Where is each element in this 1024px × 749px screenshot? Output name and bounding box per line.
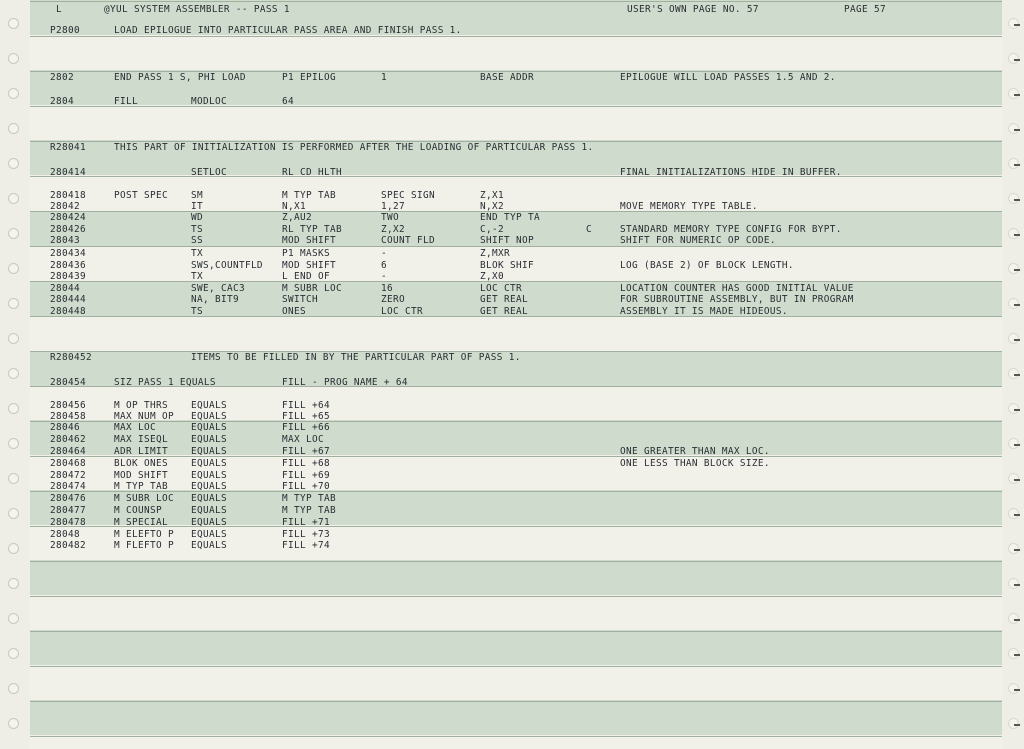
listing-field-c4: FILL +70 xyxy=(282,481,330,492)
left-tractor-holes xyxy=(0,0,30,749)
listing-field-c1: 280424 xyxy=(50,212,86,223)
listing-field-c8: STANDARD MEMORY TYPE CONFIG FOR BYPT. xyxy=(620,224,842,235)
listing-line xyxy=(30,434,1002,445)
feed-hole xyxy=(8,473,19,484)
listing-field-c3: EQUALS xyxy=(191,505,227,516)
band-rule xyxy=(30,36,1002,37)
shaded-band xyxy=(30,630,1002,665)
listing-field-c5: SPEC SIGN xyxy=(381,190,435,201)
listing-field-c5: Z,X2 xyxy=(381,224,405,235)
listing-field-c2: MAX NUM OP xyxy=(114,411,174,422)
listing-line xyxy=(30,96,1002,107)
listing-line xyxy=(30,235,1002,246)
listing-line xyxy=(30,517,1002,528)
listing-line xyxy=(30,411,1002,422)
listing-field-c1: 280426 xyxy=(50,224,86,235)
listing-field-c3: TS xyxy=(191,306,203,317)
listing-line xyxy=(30,248,1002,259)
margin-mark xyxy=(1014,129,1020,131)
listing-field-c6: Z,MXR xyxy=(480,248,510,259)
listing-field-c3: EQUALS xyxy=(191,493,227,504)
margin-mark xyxy=(1014,59,1020,61)
listing-field-c1: 280414 xyxy=(50,167,86,178)
listing-field-c4: FILL +67 xyxy=(282,446,330,457)
listing-field-c4: M TYP TAB xyxy=(282,505,336,516)
listing-field-c2: SIZ PASS 1 EQUALS xyxy=(114,377,216,388)
listing-field-c3: SM xyxy=(191,190,203,201)
margin-mark xyxy=(1014,549,1020,551)
listing-field-c1: 280482 xyxy=(50,540,86,551)
feed-hole xyxy=(8,578,19,589)
listing-field-c1: 280418 xyxy=(50,190,86,201)
listing-line xyxy=(30,540,1002,551)
listing-field-c8: FOR SUBROUTINE ASSEMBLY, BUT IN PROGRAM xyxy=(620,294,854,305)
listing-field-c4: P1 EPILOG xyxy=(282,72,336,83)
listing-line xyxy=(30,306,1002,317)
listing-field-c8: FINAL INITIALIZATIONS HIDE IN BUFFER. xyxy=(620,167,842,178)
listing-field-c5: - xyxy=(381,271,387,282)
listing-field-c3: SS xyxy=(191,235,203,246)
listing-field-c4: ONES xyxy=(282,306,306,317)
listing-field-c3: MODLOC xyxy=(191,96,227,107)
margin-mark xyxy=(1014,269,1020,271)
listing-field-c1: 280477 xyxy=(50,505,86,516)
listing-field-c1: 28043 xyxy=(50,235,80,246)
listing-field-c6: Z,X0 xyxy=(480,271,504,282)
listing-field-c4: 64 xyxy=(282,96,294,107)
feed-hole xyxy=(8,508,19,519)
right-tractor-holes xyxy=(1002,0,1024,749)
listing-field-c4: FILL +66 xyxy=(282,422,330,433)
listing-field-c1: 280464 xyxy=(50,446,86,457)
listing-field-c6: C,-2 xyxy=(480,224,504,235)
listing-field-c3: TS xyxy=(191,224,203,235)
margin-mark xyxy=(1014,409,1020,411)
listing-field-c1: 280456 xyxy=(50,400,86,411)
listing-field-c6: GET REAL xyxy=(480,294,528,305)
listing-field-c1: 2802 xyxy=(50,72,74,83)
listing-line xyxy=(30,212,1002,223)
listing-field-c3: WD xyxy=(191,212,203,223)
margin-mark xyxy=(1014,479,1020,481)
margin-mark xyxy=(1014,619,1020,621)
listing-field-c3: EQUALS xyxy=(191,529,227,540)
listing-field-c3: EQUALS xyxy=(191,434,227,445)
margin-mark xyxy=(1014,374,1020,376)
listing-field-c2: THIS PART OF INITIALIZATION IS PERFORMED AFTER THE LOADING OF PARTICULAR PASS 1. xyxy=(114,142,594,153)
listing-field-c1: 280458 xyxy=(50,411,86,422)
band-rule xyxy=(30,666,1002,667)
feed-hole xyxy=(8,438,19,449)
listing-field-c4: M TYP TAB xyxy=(282,190,336,201)
listing-field-c3: SWE, CAC3 xyxy=(191,283,245,294)
band-rule xyxy=(30,736,1002,737)
listing-line xyxy=(30,470,1002,481)
listing-field-c1: 280436 xyxy=(50,260,86,271)
listing-field-c3: TX xyxy=(191,248,203,259)
listing-line xyxy=(30,190,1002,201)
listing-line xyxy=(30,260,1002,271)
listing-field-c3: EQUALS xyxy=(191,411,227,422)
listing-field-c5: LOC CTR xyxy=(381,306,423,317)
shaded-band xyxy=(30,700,1002,735)
listing-field-c3: EQUALS xyxy=(191,540,227,551)
listing-line xyxy=(30,458,1002,469)
listing-line xyxy=(30,422,1002,433)
listing-field-c1: P2800 xyxy=(50,25,80,36)
listing-field-c8: ONE GREATER THAN MAX LOC. xyxy=(620,446,770,457)
feed-hole xyxy=(8,158,19,169)
listing-field-c2: BLOK ONES xyxy=(114,458,168,469)
listing-field-c4: P1 MASKS xyxy=(282,248,330,259)
band-rule xyxy=(30,1,1002,2)
listing-field-c4: FILL +71 xyxy=(282,517,330,528)
listing-field-c2: M ELEFTO P xyxy=(114,529,174,540)
listing-field-c4: RL TYP TAB xyxy=(282,224,342,235)
listing-line xyxy=(30,167,1002,178)
feed-hole xyxy=(8,648,19,659)
listing-field-c3: SWS,COUNTFLD xyxy=(191,260,263,271)
listing-field-c1: R28041 xyxy=(50,142,86,153)
listing-line xyxy=(30,400,1002,411)
band-rule xyxy=(30,561,1002,562)
listing-field-c1: 280444 xyxy=(50,294,86,305)
listing-field-c2: MOD SHIFT xyxy=(114,470,168,481)
listing-field-c4: FILL +65 xyxy=(282,411,330,422)
listing-field-c1: 28044 xyxy=(50,283,80,294)
listing-field-c4: FILL +68 xyxy=(282,458,330,469)
margin-mark xyxy=(1014,514,1020,516)
listing-field-c5: - xyxy=(381,248,387,259)
listing-field-c3: TX xyxy=(191,271,203,282)
listing-line xyxy=(30,446,1002,457)
listing-field-c8: LOCATION COUNTER HAS GOOD INITIAL VALUE xyxy=(620,283,854,294)
listing-field-c3: EQUALS xyxy=(191,517,227,528)
listing-field-c5: 1,27 xyxy=(381,201,405,212)
listing-field-c4: MAX LOC xyxy=(282,434,324,445)
listing-field-c1: R280452 xyxy=(50,352,92,363)
listing-field-c3: ITEMS TO BE FILLED IN BY THE PARTICULAR PART OF PASS 1. xyxy=(191,352,521,363)
listing-field-c2: FILL xyxy=(114,96,138,107)
listing-field-c3: IT xyxy=(191,201,203,212)
feed-hole xyxy=(8,123,19,134)
feed-hole xyxy=(8,718,19,729)
listing-field-c1: 280462 xyxy=(50,434,86,445)
listing-field-c8: ONE LESS THAN BLOCK SIZE. xyxy=(620,458,770,469)
listing-field-c1: 280474 xyxy=(50,481,86,492)
listing-line xyxy=(30,493,1002,504)
assembler-title: @YUL SYSTEM ASSEMBLER -- PASS 1 xyxy=(104,4,290,15)
listing-field-c2: END PASS 1 S, PHI LOAD xyxy=(114,72,246,83)
listing-field-c1: 280478 xyxy=(50,517,86,528)
listing-line xyxy=(30,377,1002,388)
listing-field-c6: END TYP TA xyxy=(480,212,540,223)
feed-hole xyxy=(8,683,19,694)
listing-field-c1: 280468 xyxy=(50,458,86,469)
listing-field-c5: TWO xyxy=(381,212,399,223)
margin-mark xyxy=(1014,654,1020,656)
user-page-number: USER'S OWN PAGE NO. 57 xyxy=(627,4,759,15)
band-rule xyxy=(30,246,1002,247)
margin-mark xyxy=(1014,724,1020,726)
listing-field-c1: 280476 xyxy=(50,493,86,504)
page-tag: L xyxy=(56,4,62,15)
listing-field-c3: EQUALS xyxy=(191,470,227,481)
feed-hole xyxy=(8,543,19,554)
feed-hole xyxy=(8,228,19,239)
margin-mark xyxy=(1014,164,1020,166)
listing-field-c3: SETLOC xyxy=(191,167,227,178)
listing-field-c2: M SUBR LOC xyxy=(114,493,174,504)
listing-field-c1: 280472 xyxy=(50,470,86,481)
feed-hole xyxy=(8,368,19,379)
listing-field-c2: M OP THRS xyxy=(114,400,168,411)
listing-field-c3: EQUALS xyxy=(191,481,227,492)
band-rule xyxy=(30,596,1002,597)
band-rule xyxy=(30,631,1002,632)
listing-line xyxy=(30,201,1002,212)
listing-field-c6: BLOK SHIF xyxy=(480,260,534,271)
listing-field-c2: LOAD EPILOGUE INTO PARTICULAR PASS AREA AND FINISH PASS 1. xyxy=(114,25,462,36)
listing-field-c1: 28048 xyxy=(50,529,80,540)
feed-hole xyxy=(8,263,19,274)
listing-field-c1: 280454 xyxy=(50,377,86,388)
listing-field-c6: LOC CTR xyxy=(480,283,522,294)
margin-mark xyxy=(1014,584,1020,586)
listing-field-c1: 2804 xyxy=(50,96,74,107)
listing-field-c8: MOVE MEMORY TYPE TABLE. xyxy=(620,201,758,212)
listing-line xyxy=(30,142,1002,153)
listing-field-c5: COUNT FLD xyxy=(381,235,435,246)
listing-field-c5: 6 xyxy=(381,260,387,271)
page-header xyxy=(30,4,1002,15)
feed-hole xyxy=(8,53,19,64)
listing-field-c4: FILL +64 xyxy=(282,400,330,411)
listing-field-c4: Z,AU2 xyxy=(282,212,312,223)
listing-field-c8: SHIFT FOR NUMERIC OP CODE. xyxy=(620,235,776,246)
listing-field-c4: M SUBR LOC xyxy=(282,283,342,294)
listing-line xyxy=(30,505,1002,516)
listing-line xyxy=(30,283,1002,294)
feed-hole xyxy=(8,88,19,99)
listing-field-c1: 28042 xyxy=(50,201,80,212)
listing-field-c4: MOD SHIFT xyxy=(282,260,336,271)
listing-field-c4: FILL - PROG NAME + 64 xyxy=(282,377,408,388)
listing-line xyxy=(30,72,1002,83)
listing-field-c2: POST SPEC xyxy=(114,190,168,201)
listing-field-c2: M SPECIAL xyxy=(114,517,168,528)
listing-field-c2: M FLEFTO P xyxy=(114,540,174,551)
feed-hole xyxy=(8,18,19,29)
listing-field-c1: 280439 xyxy=(50,271,86,282)
listing-field-c4: FILL +73 xyxy=(282,529,330,540)
feed-hole xyxy=(8,298,19,309)
printout-sheet xyxy=(30,0,1002,749)
margin-mark xyxy=(1014,339,1020,341)
listing-line xyxy=(30,224,1002,235)
listing-field-c3: EQUALS xyxy=(191,400,227,411)
listing-field-c4: FILL +74 xyxy=(282,540,330,551)
listing-field-c3: NA, BIT9 xyxy=(191,294,239,305)
listing-field-c4: RL CD HLTH xyxy=(282,167,342,178)
page-number: PAGE 57 xyxy=(844,4,886,15)
listing-field-c5: 1 xyxy=(381,72,387,83)
listing-field-c6: N,X2 xyxy=(480,201,504,212)
listing-field-c2: M COUNSP xyxy=(114,505,162,516)
listing-field-c8: LOG (BASE 2) OF BLOCK LENGTH. xyxy=(620,260,794,271)
feed-hole xyxy=(8,613,19,624)
listing-line xyxy=(30,352,1002,363)
margin-mark xyxy=(1014,199,1020,201)
listing-field-c2: M TYP TAB xyxy=(114,481,168,492)
listing-field-c2: MAX ISEQL xyxy=(114,434,168,445)
listing-field-c4: MOD SHIFT xyxy=(282,235,336,246)
feed-hole xyxy=(8,193,19,204)
listing-field-c1: 28046 xyxy=(50,422,80,433)
listing-field-c6: BASE ADDR xyxy=(480,72,534,83)
listing-line xyxy=(30,481,1002,492)
margin-mark xyxy=(1014,304,1020,306)
listing-field-c6: Z,X1 xyxy=(480,190,504,201)
listing-field-c1: 280434 xyxy=(50,248,86,259)
listing-field-c2: MAX LOC xyxy=(114,422,156,433)
feed-hole xyxy=(8,333,19,344)
listing-field-c3: EQUALS xyxy=(191,422,227,433)
listing-field-c4: L END OF xyxy=(282,271,330,282)
margin-mark xyxy=(1014,234,1020,236)
margin-mark xyxy=(1014,24,1020,26)
listing-field-c3: EQUALS xyxy=(191,446,227,457)
margin-mark xyxy=(1014,94,1020,96)
listing-field-c8: ASSEMBLY IT IS MADE HIDEOUS. xyxy=(620,306,788,317)
band-rule xyxy=(30,701,1002,702)
listing-field-c2: ADR LIMIT xyxy=(114,446,168,457)
listing-field-c4: N,X1 xyxy=(282,201,306,212)
listing-field-c7: C xyxy=(586,224,592,235)
listing-field-c8: EPILOGUE WILL LOAD PASSES 1.5 AND 2. xyxy=(620,72,836,83)
listing-field-c5: 16 xyxy=(381,283,393,294)
shaded-band xyxy=(30,560,1002,595)
listing-line xyxy=(30,271,1002,282)
listing-field-c3: EQUALS xyxy=(191,458,227,469)
listing-field-c4: FILL +69 xyxy=(282,470,330,481)
listing-field-c4: SWITCH xyxy=(282,294,318,305)
feed-hole xyxy=(8,403,19,414)
listing-field-c6: SHIFT NOP xyxy=(480,235,534,246)
listing-line xyxy=(30,25,1002,36)
listing-field-c5: ZERO xyxy=(381,294,405,305)
listing-field-c6: GET REAL xyxy=(480,306,528,317)
margin-mark xyxy=(1014,444,1020,446)
listing-line xyxy=(30,294,1002,305)
margin-mark xyxy=(1014,689,1020,691)
listing-field-c4: M TYP TAB xyxy=(282,493,336,504)
listing-field-c1: 280448 xyxy=(50,306,86,317)
listing-line xyxy=(30,529,1002,540)
